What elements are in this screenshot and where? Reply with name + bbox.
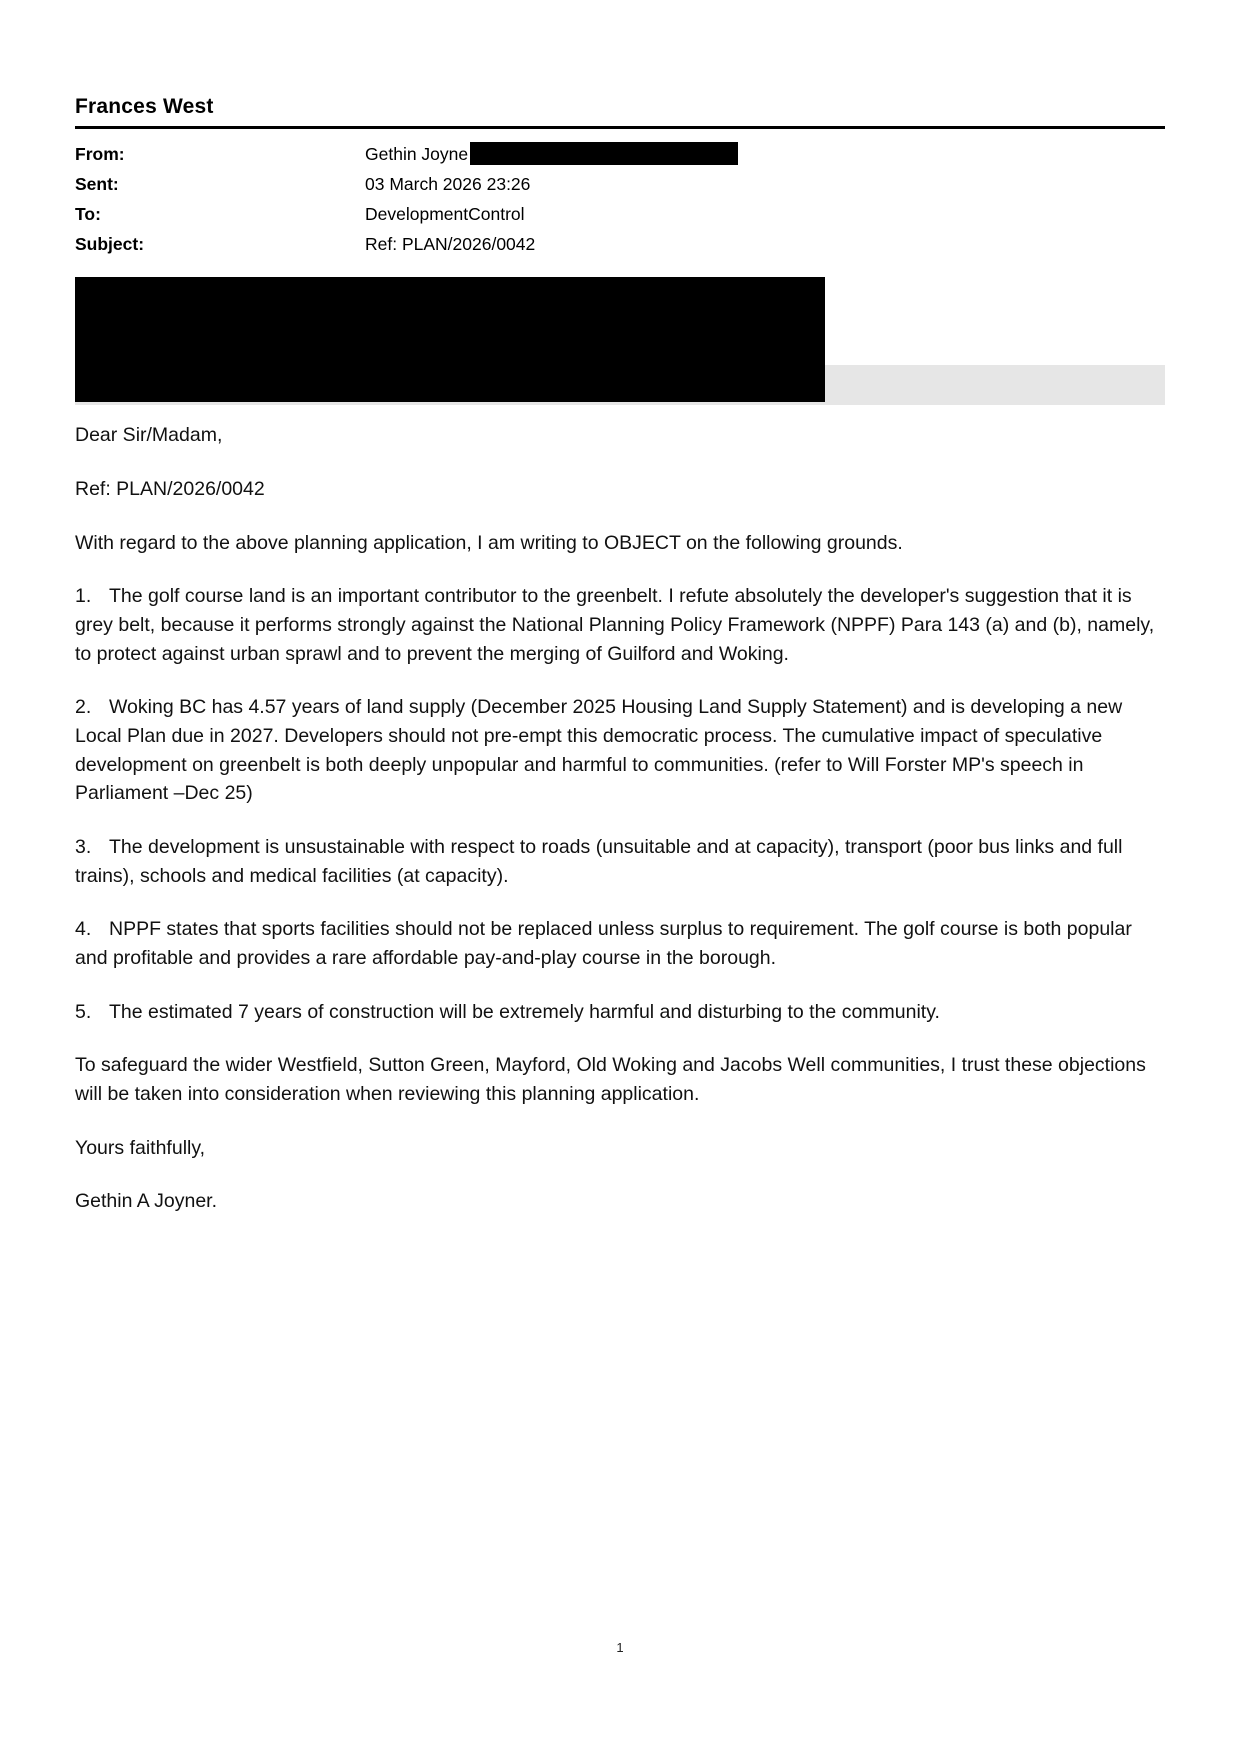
email-header-table xyxy=(75,143,1165,263)
email-header-value-sent: 03 March 2026 23:26 xyxy=(365,174,531,195)
letter-body xyxy=(75,421,1165,1215)
letter-valediction: Yours faithfully, xyxy=(75,1136,206,1159)
letter-point-4-number: 4. xyxy=(75,918,92,941)
redaction-bar-from xyxy=(470,142,738,165)
email-header-label-to: To: xyxy=(75,204,101,225)
redaction-zone xyxy=(75,277,1165,405)
letter-salutation: Dear Sir/Madam, xyxy=(75,424,223,447)
email-from-name: Gethin Joyne xyxy=(365,144,469,164)
letter-point-5-text: The estimated 7 years of construction will be extremely harmful and disturbing to the community. xyxy=(109,1000,940,1023)
page-number: 1 xyxy=(616,1640,624,1655)
document-content xyxy=(75,95,1165,1241)
letter-point-1-number: 1. xyxy=(75,585,92,608)
document-owner-heading: Frances West xyxy=(75,95,214,118)
letter-point-5 xyxy=(75,998,1165,1027)
letter-point-2-number: 2. xyxy=(75,696,92,719)
email-header-row-sent xyxy=(75,173,1165,203)
letter-intro: With regard to the above planning application, I am writing to OBJECT on the following grounds. xyxy=(75,531,903,554)
letter-point-3-number: 3. xyxy=(75,835,92,858)
letter-point-5-number: 5. xyxy=(75,1000,92,1023)
email-header-row-subject xyxy=(75,233,1165,263)
header-divider xyxy=(75,126,1165,129)
email-header-label-sent: Sent: xyxy=(75,174,119,195)
redaction-block-large xyxy=(75,277,825,402)
email-header-value-to: DevelopmentControl xyxy=(365,204,525,225)
email-header-label-subject: Subject: xyxy=(75,234,145,255)
letter-point-1-text: The golf course land is an important contributor to the greenbelt. I refute absolutely the developer's suggestion that it is grey belt, because it performs strongly against the National Planning Policy Framework (NPPF) Para 143 (a) and (b), namely, to protect against urban sprawl and to prevent the merging of Guilford and Woking. xyxy=(75,585,1155,665)
letter-point-3 xyxy=(75,833,1165,890)
letter-closing-paragraph: To safeguard the wider Westfield, Sutton Green, Mayford, Old Woking and Jacobs Well communities, I trust these objections will be taken into consideration when reviewing this planning application. xyxy=(75,1054,1146,1105)
letter-point-4 xyxy=(75,915,1165,972)
letter-point-4-text: NPPF states that sports facilities should not be replaced unless surplus to requirement. The golf course is both popular and profitable and provides a rare affordable pay-and-play course in the borough. xyxy=(75,918,1132,969)
letter-point-2-text: Woking BC has 4.57 years of land supply (December 2025 Housing Land Supply Statement) and is developing a new Local Plan due in 2027. Developers should not pre-empt this democratic process. The cumulative impact of speculative development on greenbelt is both deeply unpopular and harmful to communities. (refer to Will Forster MP's speech in Parliament –Dec 25) xyxy=(75,696,1123,805)
letter-reference: Ref: PLAN/2026/0042 xyxy=(75,478,265,501)
email-header-value-from xyxy=(365,143,1165,173)
email-header-row-from xyxy=(75,143,1165,173)
letter-point-2 xyxy=(75,693,1165,808)
email-header-row-to xyxy=(75,203,1165,233)
letter-signature: Gethin A Joyner. xyxy=(75,1190,218,1213)
email-header-value-subject: Ref: PLAN/2026/0042 xyxy=(365,234,536,255)
email-header-label-from: From: xyxy=(75,144,125,164)
letter-point-1 xyxy=(75,582,1165,668)
letter-point-3-text: The development is unsustainable with respect to roads (unsuitable and at capacity), transport (poor bus links and full trains), schools and medical facilities (at capacity). xyxy=(75,835,1123,887)
